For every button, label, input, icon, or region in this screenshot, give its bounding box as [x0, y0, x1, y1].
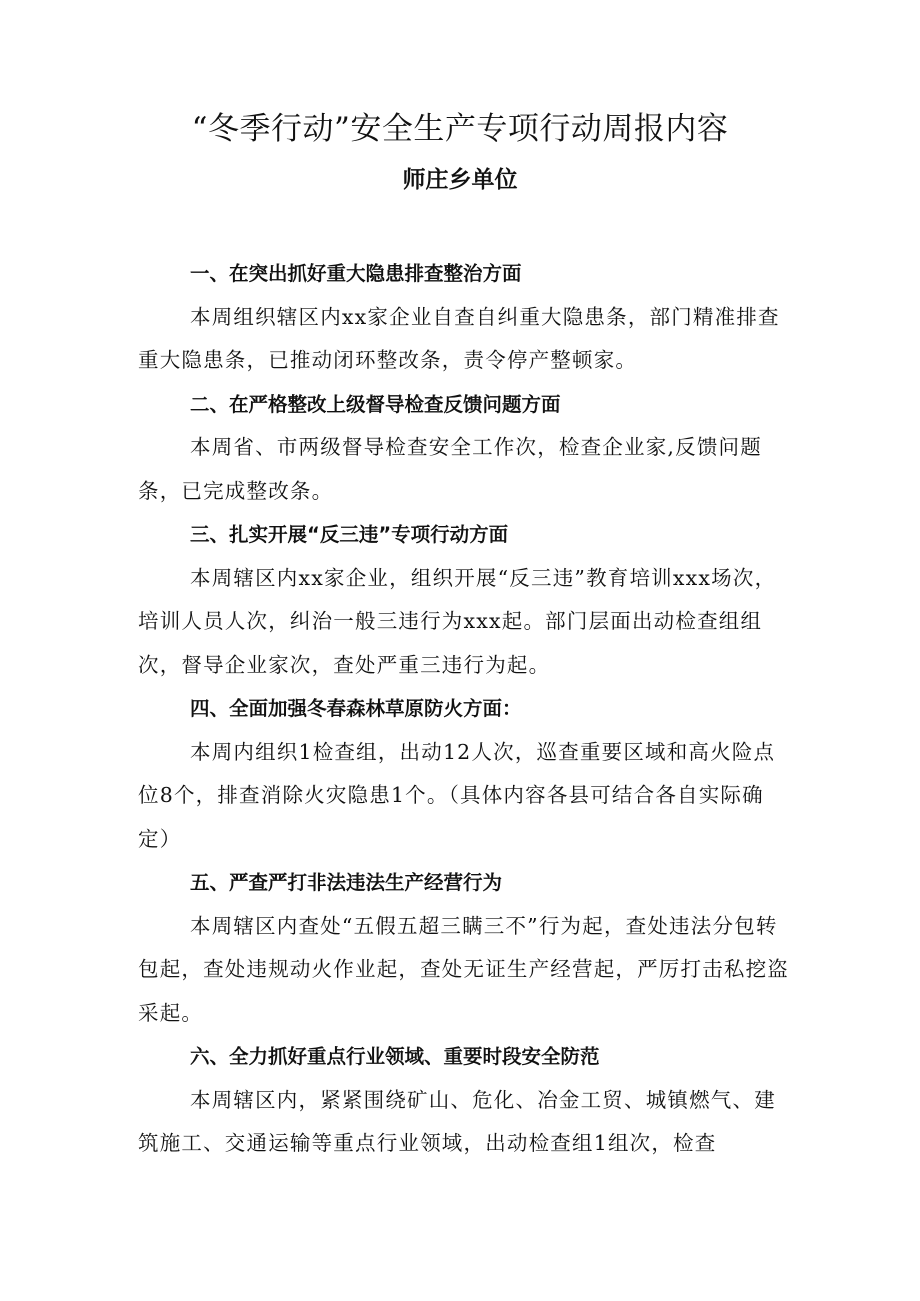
section-heading: 一、在突出抓好重大隐患排查整治方面	[190, 262, 522, 285]
section-heading: 五、严查严打非法违法生产经营行为	[190, 871, 503, 894]
section-paragraph: 本周辖区内查处“五假五超三瞒三不”行为起，查处违法分包转包起，查处违规动火作业起，查处无证生产经营起，严厉打击私挖盗采起。	[138, 913, 789, 1025]
section-1	[138, 252, 793, 383]
section-heading: 二、在严格整改上级督导检查反馈问题方面	[190, 392, 561, 416]
section-paragraph: 本周省、市两级督导检查安全工作次，检查企业家,反馈问题条，已完成整改条。	[138, 435, 762, 503]
section-3	[138, 513, 793, 687]
section-paragraph: 本周辖区内，紧紧围绕矿山、危化、冶金工贸、城镇燃气、建筑施工、交通运输等重点行业领域，出动检查组1组次，检查	[138, 1087, 776, 1155]
section-6	[138, 1035, 793, 1166]
section-paragraph: 本周内组织1检查组，出动12人次，巡查重要区域和高火险点位8个，排查消除火灾隐患1个。（具体内容各县可结合各自实际确定）	[138, 739, 776, 851]
section-heading: 四、全面加强冬春森林草原防火方面：	[190, 697, 522, 720]
section-paragraph: 本周辖区内xx家企业，组织开展“反三违”教育培训xxx场次，培训人员人次，纠治一般三违行为xxx起。部门层面出动检查组组次，督导企业家次，查处严重三违行为起。	[138, 565, 777, 677]
section-heading: 六、全力抓好重点行业领域、重要时段安全防范	[190, 1045, 600, 1068]
section-4	[138, 687, 793, 861]
section-paragraph: 本周组织辖区内xx家企业自查自纠重大隐患条，部门精准排查重大隐患条，已推动闭环整改条，责令停产整顿家。	[138, 304, 780, 372]
section-2	[138, 383, 793, 514]
section-heading: 三、扎实开展“反三违”专项行动方面	[190, 523, 509, 546]
document-title: “冬季行动”安全生产专项行动周报内容	[191, 111, 729, 147]
document-body	[138, 252, 793, 1166]
section-5	[138, 861, 793, 1035]
document-unit: 师庄乡单位	[402, 167, 518, 193]
